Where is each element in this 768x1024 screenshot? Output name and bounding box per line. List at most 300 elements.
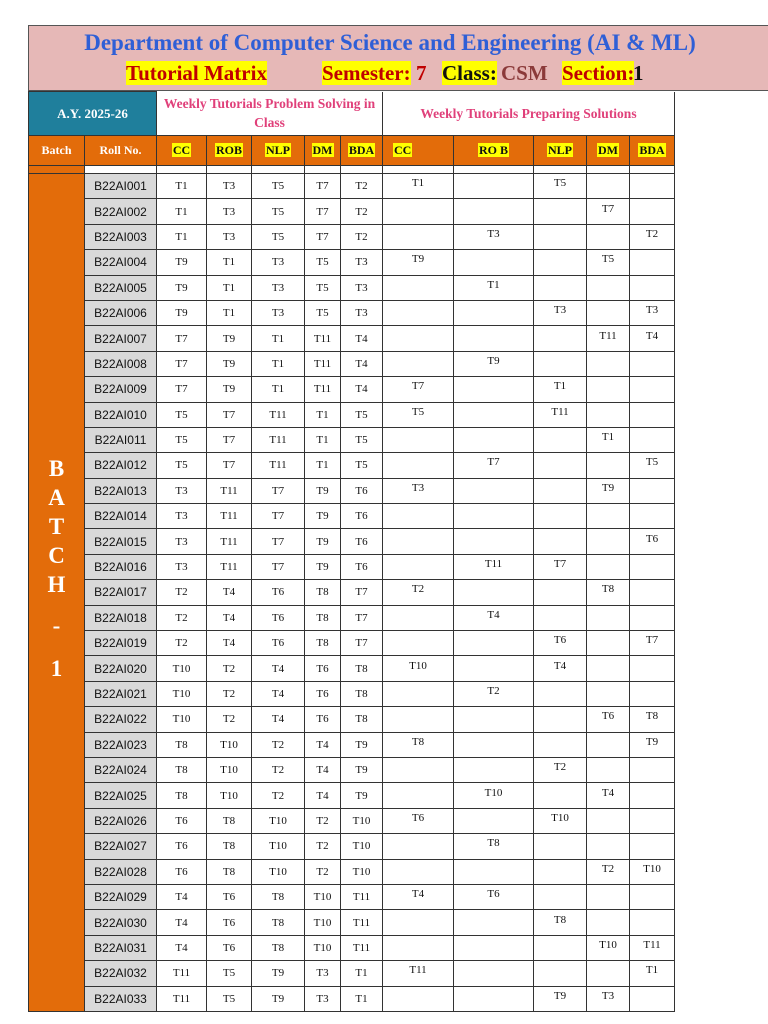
prep-cell [454,300,534,325]
solve-cell: T6 [305,656,341,681]
solve-cell: T11 [341,910,383,935]
table-row [29,834,675,859]
prep-cell [534,605,587,630]
prep-cell [630,300,675,325]
solve-cell: T6 [207,935,252,960]
prep-value: T9 [553,989,567,1002]
roll-number: B22AI013 [85,478,157,503]
roll-number: B22AI027 [85,834,157,859]
roll-number: B22AI010 [85,402,157,427]
subject-header-prep-4 [587,136,630,166]
prep-cell [534,427,587,452]
prep-cell [630,732,675,757]
prep-cell [454,504,534,529]
prep-value: T2 [645,227,659,240]
subject-header-label: DM [598,143,618,157]
batch-letter: B [48,456,65,481]
prep-cell [534,681,587,706]
prep-value: T7 [487,456,500,469]
prep-cell [630,961,675,986]
solve-cell: T8 [157,783,207,808]
prep-value: T11 [484,558,503,571]
solve-cell: T8 [341,681,383,706]
group-header-problem-solving: Weekly Tutorials Problem Solving in Class [157,92,383,136]
solve-cell: T4 [341,351,383,376]
solve-cell: T10 [305,884,341,909]
prep-cell [383,453,454,478]
solve-cell: T3 [157,529,207,554]
prep-cell [383,224,454,249]
subject-header-label: BDA [639,143,665,157]
prep-value: T1 [645,964,659,977]
solve-cell: T5 [252,199,305,224]
prep-cell [630,757,675,782]
solve-cell: T11 [252,402,305,427]
roll-number: B22AI031 [85,935,157,960]
solve-cell: T9 [157,275,207,300]
solve-cell: T5 [305,250,341,275]
prep-cell [534,859,587,884]
prep-cell [454,351,534,376]
roll-number: B22AI012 [85,453,157,478]
section-value: 1 [633,61,644,85]
prep-cell [630,453,675,478]
prep-cell [534,478,587,503]
prep-cell [534,326,587,351]
subject-header-label: NLP [266,143,290,157]
prep-cell [454,757,534,782]
prep-cell [383,859,454,884]
solve-cell: T4 [252,707,305,732]
prep-cell [534,783,587,808]
prep-cell [383,732,454,757]
prep-cell [454,631,534,656]
prep-value: T5 [553,177,567,190]
solve-cell: T7 [252,554,305,579]
prep-value: T6 [487,888,500,901]
solve-cell: T7 [157,377,207,402]
prep-value: T1 [601,431,615,444]
solve-cell: T6 [252,631,305,656]
prep-cell [630,326,675,351]
solve-cell: T2 [157,631,207,656]
prep-value: T1 [553,380,567,393]
group-header-preparing-solutions: Weekly Tutorials Preparing Solutions [383,92,675,136]
subject-header-prep-1 [383,136,454,166]
prep-cell [587,910,630,935]
prep-value: T8 [601,583,615,596]
solve-cell: T2 [157,605,207,630]
solve-cell: T8 [341,656,383,681]
prep-cell [630,808,675,833]
prep-value: T9 [645,735,659,748]
prep-cell [630,656,675,681]
solve-cell: T5 [305,275,341,300]
solve-cell: T8 [305,631,341,656]
prep-cell [454,910,534,935]
prep-cell [630,986,675,1011]
solve-cell: T10 [207,732,252,757]
subject-header-label: CC [172,143,191,157]
roll-number: B22AI028 [85,859,157,884]
roll-number: B22AI033 [85,986,157,1011]
solve-cell: T9 [157,300,207,325]
prep-cell [534,986,587,1011]
prep-cell [630,910,675,935]
roll-number: B22AI025 [85,783,157,808]
prep-value: T5 [645,456,659,469]
table-row [29,453,675,478]
prep-cell [454,453,534,478]
prep-cell [630,174,675,199]
batch-letter: T [48,514,65,539]
prep-cell [383,808,454,833]
prep-cell [383,834,454,859]
solve-cell: T11 [305,377,341,402]
table-row [29,351,675,376]
prep-cell [587,986,630,1011]
prep-cell [587,808,630,833]
prep-cell [587,326,630,351]
subject-header-label: NLP [548,143,572,157]
prep-cell [383,478,454,503]
prep-value: T8 [487,837,500,850]
prep-cell [534,884,587,909]
semester-value: 7 [416,61,427,85]
solve-cell: T4 [341,326,383,351]
solve-cell: T1 [157,174,207,199]
roll-number: B22AI016 [85,554,157,579]
solve-cell: T4 [157,910,207,935]
subject-header-solve-2 [207,136,252,166]
solve-cell: T8 [157,757,207,782]
solve-cell: T6 [252,580,305,605]
prep-cell [587,935,630,960]
subject-header-prep-2 [454,136,534,166]
solve-cell: T6 [341,554,383,579]
solve-cell: T9 [305,478,341,503]
prep-cell [534,580,587,605]
prep-cell [587,529,630,554]
prep-cell [534,504,587,529]
prep-cell [534,732,587,757]
solve-cell: T2 [305,834,341,859]
prep-cell [587,199,630,224]
solve-cell: T2 [207,707,252,732]
prep-cell [534,808,587,833]
table-row [29,631,675,656]
table-row [29,300,675,325]
prep-cell [587,656,630,681]
table-row [29,224,675,249]
batch-letter: A [48,485,65,510]
table-row [29,427,675,452]
solve-cell: T1 [157,199,207,224]
table-row [29,732,675,757]
solve-cell: T3 [157,554,207,579]
solve-cell: T2 [252,783,305,808]
solve-cell: T10 [305,935,341,960]
solve-cell: T4 [207,605,252,630]
prep-cell [630,427,675,452]
prep-cell [630,707,675,732]
prep-cell [534,910,587,935]
prep-cell [630,605,675,630]
tutorial-matrix-table [28,91,675,1012]
prep-cell [587,174,630,199]
solve-cell: T4 [157,884,207,909]
solve-cell: T1 [207,275,252,300]
solve-cell: T9 [341,732,383,757]
roll-header: Roll No. [85,136,157,166]
solve-cell: T2 [157,580,207,605]
solve-cell: T9 [341,783,383,808]
solve-cell: T7 [341,580,383,605]
spacer-row [29,166,675,174]
table-row [29,910,675,935]
solve-cell: T5 [252,224,305,249]
solve-cell: T9 [305,529,341,554]
prep-value: T6 [411,811,425,824]
prep-cell [587,961,630,986]
table-row [29,783,675,808]
department-title: Department of Computer Science and Engineering (AI & ML) [84,30,696,55]
solve-cell: T9 [341,757,383,782]
table-row [29,656,675,681]
table-row [29,504,675,529]
solve-cell: T3 [341,300,383,325]
prep-cell [630,580,675,605]
prep-cell [587,504,630,529]
prep-cell [454,275,534,300]
solve-cell: T7 [157,326,207,351]
solve-cell: T1 [252,351,305,376]
solve-cell: T8 [157,732,207,757]
table-row [29,707,675,732]
roll-number: B22AI011 [85,427,157,452]
solve-cell: T8 [252,884,305,909]
solve-cell: T2 [341,174,383,199]
table-row [29,326,675,351]
prep-cell [454,783,534,808]
class-value: CSM [501,61,548,85]
prep-value: T6 [645,532,659,545]
prep-value: T1 [411,177,425,190]
semester-label: Semester: [322,61,411,85]
solve-cell: T7 [305,224,341,249]
prep-cell [587,631,630,656]
solve-cell: T9 [207,377,252,402]
roll-number: B22AI026 [85,808,157,833]
prep-value: T4 [411,888,425,901]
solve-cell: T5 [305,300,341,325]
solve-cell: T4 [341,377,383,402]
prep-cell [630,631,675,656]
roll-number: B22AI023 [85,732,157,757]
roll-number: B22AI017 [85,580,157,605]
prep-cell [587,427,630,452]
prep-cell [587,300,630,325]
prep-cell [383,554,454,579]
subject-header-solve-4 [305,136,341,166]
prep-value: T6 [553,634,567,647]
prep-cell [534,453,587,478]
prep-cell [383,504,454,529]
solve-cell: T3 [252,300,305,325]
prep-cell [630,783,675,808]
prep-cell [587,707,630,732]
solve-cell: T4 [305,783,341,808]
prep-cell [534,554,587,579]
solve-cell: T4 [252,681,305,706]
solve-cell: T10 [157,681,207,706]
prep-cell [454,732,534,757]
prep-cell [383,783,454,808]
subject-header-solve-5 [341,136,383,166]
batch-letter: C [48,543,65,568]
solve-cell: T2 [252,757,305,782]
prep-cell [587,580,630,605]
roll-number: B22AI021 [85,681,157,706]
prep-cell [454,250,534,275]
solve-cell: T6 [341,478,383,503]
prep-cell [454,199,534,224]
roll-number: B22AI032 [85,961,157,986]
prep-cell [630,884,675,909]
prep-cell [454,580,534,605]
prep-cell [534,834,587,859]
column-header-row [29,136,675,166]
prep-cell [383,961,454,986]
prep-value: T7 [411,380,425,393]
solve-cell: T9 [252,986,305,1011]
solve-cell: T4 [305,732,341,757]
prep-cell [454,808,534,833]
prep-value: T2 [487,685,500,697]
prep-cell [587,351,630,376]
prep-cell [454,554,534,579]
subject-header-label: DM [312,143,333,157]
prep-cell [454,707,534,732]
prep-cell [454,478,534,503]
solve-cell: T3 [207,224,252,249]
solve-cell: T1 [252,326,305,351]
prep-cell [383,707,454,732]
solve-cell: T7 [341,631,383,656]
table-row [29,986,675,1011]
solve-cell: T5 [207,961,252,986]
table-row [29,478,675,503]
section-label: Section: [562,61,635,85]
solve-cell: T10 [252,859,305,884]
solve-cell: T1 [207,250,252,275]
solve-cell: T6 [157,859,207,884]
prep-value: T11 [551,405,569,418]
solve-cell: T4 [252,656,305,681]
table-row [29,250,675,275]
solve-cell: T8 [252,935,305,960]
prep-value: T1 [487,278,500,291]
solve-cell: T2 [341,199,383,224]
solve-cell: T10 [252,808,305,833]
prep-cell [454,224,534,249]
prep-cell [383,275,454,300]
prep-value: T2 [411,583,425,596]
solve-cell: T8 [207,834,252,859]
table-row [29,605,675,630]
solve-cell: T6 [305,681,341,706]
prep-value: T3 [553,304,567,317]
table-row [29,199,675,224]
prep-cell [383,986,454,1011]
prep-cell [534,377,587,402]
solve-cell: T3 [207,174,252,199]
prep-cell [587,275,630,300]
prep-cell [534,224,587,249]
prep-value: T4 [487,608,500,621]
table-row [29,884,675,909]
solve-cell: T2 [305,808,341,833]
roll-number: B22AI029 [85,884,157,909]
solve-cell: T5 [341,402,383,427]
prep-cell [630,935,675,960]
prep-cell [454,859,534,884]
batch-letter: - [52,613,61,638]
solve-cell: T9 [207,351,252,376]
solve-cell: T2 [305,859,341,884]
solve-cell: T10 [157,707,207,732]
solve-cell: T7 [207,402,252,427]
roll-number: B22AI006 [85,300,157,325]
table-row [29,935,675,960]
solve-cell: T6 [341,504,383,529]
solve-cell: T5 [341,427,383,452]
subject-header-prep-3 [534,136,587,166]
subject-header-label: ROB [215,143,242,157]
prep-cell [454,377,534,402]
prep-cell [534,529,587,554]
solve-cell: T7 [305,174,341,199]
prep-cell [630,554,675,579]
prep-value: T8 [645,710,659,723]
prep-cell [534,935,587,960]
subject-header-label: RO B [478,143,508,157]
prep-cell [630,224,675,249]
prep-value: T11 [599,329,617,342]
solve-cell: T11 [252,427,305,452]
prep-cell [630,529,675,554]
prep-cell [587,453,630,478]
prep-value: T9 [487,354,500,367]
prep-cell [587,681,630,706]
prep-value: T5 [601,253,615,266]
prep-cell [383,757,454,782]
table-row [29,681,675,706]
solve-cell: T7 [305,199,341,224]
prep-value: T4 [601,786,615,799]
prep-cell [454,986,534,1011]
solve-cell: T6 [157,808,207,833]
solve-cell: T3 [341,250,383,275]
solve-cell: T7 [341,605,383,630]
solve-cell: T6 [305,707,341,732]
prep-cell [534,199,587,224]
batch-letter: H [47,572,66,597]
prep-cell [383,605,454,630]
prep-cell [630,275,675,300]
solve-cell: T10 [305,910,341,935]
solve-cell: T6 [207,910,252,935]
